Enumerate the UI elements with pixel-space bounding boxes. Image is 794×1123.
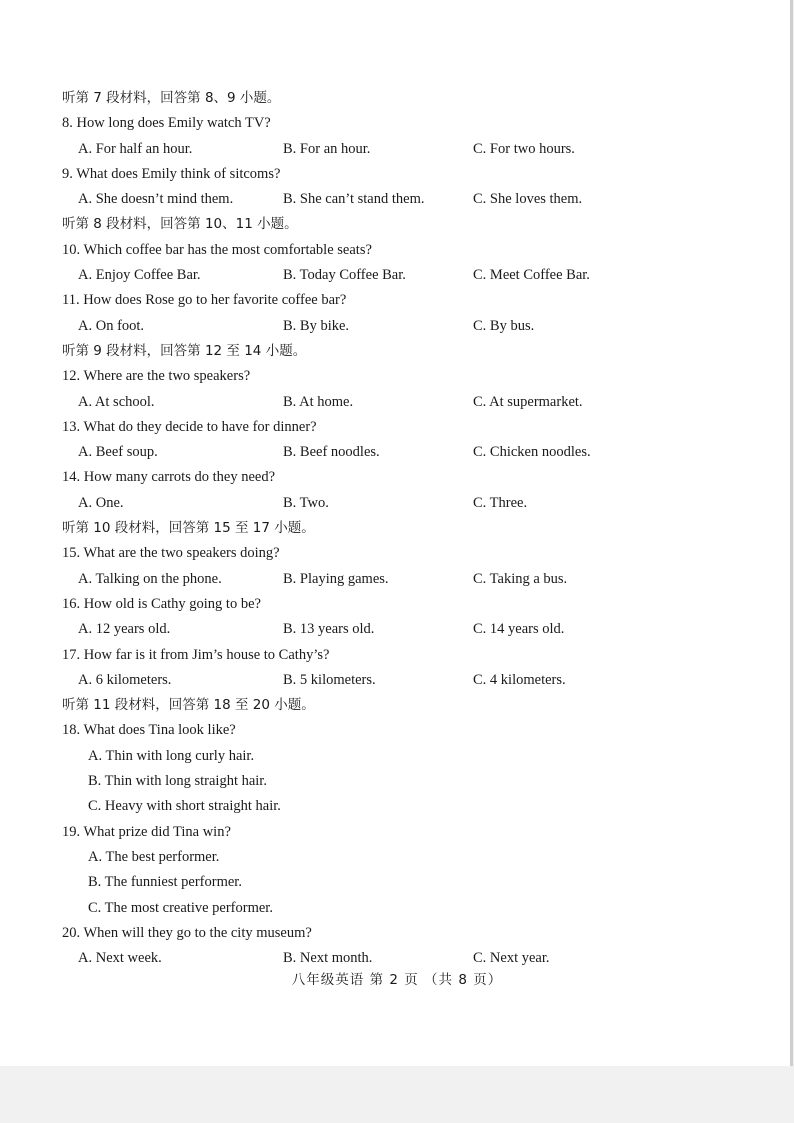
answer-option-a: A. Next week. — [78, 950, 162, 967]
answer-option-b: B. Today Coffee Bar. — [283, 267, 406, 284]
answer-option-c: C. By bus. — [473, 317, 535, 334]
question-text: 15. What are the two speakers doing? — [62, 545, 280, 562]
answer-option-b: B. Next month. — [283, 950, 373, 967]
answer-option-b: B. By bike. — [283, 317, 350, 334]
answer-option-c: C. Taking a bus. — [473, 570, 568, 587]
question-text: 19. What prize did Tina win? — [62, 823, 231, 840]
answer-option-c: C. Three. — [473, 494, 528, 511]
answer-option: B. The funniest performer. — [88, 874, 242, 891]
answer-option-c: C. At supermarket. — [473, 393, 583, 410]
answer-option-b: B. 5 kilometers. — [283, 671, 376, 688]
answer-option-b: B. For an hour. — [283, 140, 371, 157]
answer-option-c: C. Meet Coffee Bar. — [473, 267, 590, 284]
answer-option-c: C. Chicken noodles. — [473, 444, 591, 461]
answer-options-row — [62, 668, 762, 693]
answer-option-a: A. One. — [78, 494, 124, 511]
answer-option: A. The best performer. — [88, 848, 220, 865]
answer-option: B. Thin with long straight hair. — [88, 773, 267, 790]
question-text: 10. Which coffee bar has the most comfortable seats? — [62, 241, 372, 258]
answer-options-row — [62, 187, 762, 212]
answer-options-row — [62, 314, 762, 339]
answer-options-row — [62, 567, 762, 592]
listening-section — [62, 86, 762, 971]
answer-option-a: A. On foot. — [78, 317, 145, 334]
question-text: 9. What does Emily think of sitcoms? — [62, 165, 281, 182]
answer-option-b: B. At home. — [283, 393, 354, 410]
question-text: 14. How many carrots do they need? — [62, 469, 276, 486]
answer-option: C. Heavy with short straight hair. — [88, 798, 281, 815]
answer-option-c: C. 4 kilometers. — [473, 671, 566, 688]
answer-option: C. The most creative performer. — [88, 899, 273, 916]
question-text: 11. How does Rose go to her favorite coffee bar? — [62, 292, 347, 309]
question-text: 16. How old is Cathy going to be? — [62, 595, 261, 612]
question-text: 17. How far is it from Jim’s house to Cathy’s? — [62, 646, 330, 663]
page-footer: 八年级英语 第 2 页 （共 8 页） — [291, 972, 503, 988]
answer-option-a: A. 12 years old. — [78, 621, 171, 638]
answer-option-b: B. Playing games. — [283, 570, 389, 587]
answer-option-a: A. Talking on the phone. — [78, 570, 222, 587]
question-text: 8. How long does Emily watch TV? — [62, 115, 271, 132]
answer-option-c: C. Next year. — [473, 950, 550, 967]
answer-options-row — [62, 137, 762, 162]
answer-options-row — [62, 263, 762, 288]
answer-option-a: A. Beef soup. — [78, 444, 158, 461]
answer-option-b: B. Beef noodles. — [283, 444, 380, 461]
answer-option: A. Thin with long curly hair. — [88, 747, 255, 764]
answer-option-a: A. For half an hour. — [78, 140, 193, 157]
question-text: 13. What do they decide to have for dinner? — [62, 418, 317, 435]
answer-option-a: A. At school. — [78, 393, 155, 410]
section-instruction: 听第 7 段材料，回答第 8、9 小题。 — [62, 90, 281, 106]
answer-option-a: A. She doesn’t mind them. — [78, 191, 234, 208]
answer-option-a: A. 6 kilometers. — [78, 671, 172, 688]
answer-options-row — [62, 617, 762, 642]
answer-options-row — [62, 390, 762, 415]
answer-option-c: C. She loves them. — [473, 191, 583, 208]
answer-option-b: B. Two. — [283, 494, 329, 511]
answer-options-row — [62, 491, 762, 516]
question-text: 20. When will they go to the city museum? — [62, 924, 312, 941]
section-instruction: 听第 8 段材料，回答第 10、11 小题。 — [62, 216, 298, 233]
answer-option-b: B. 13 years old. — [283, 621, 375, 638]
answer-option-c: C. 14 years old. — [473, 621, 565, 638]
answer-option-b: B. She can’t stand them. — [283, 191, 425, 208]
section-instruction: 听第 9 段材料，回答第 12 至 14 小题。 — [62, 342, 307, 359]
section-instruction: 听第 11 段材料，回答第 18 至 20 小题。 — [62, 697, 315, 714]
answer-option-a: A. Enjoy Coffee Bar. — [78, 267, 201, 284]
question-text: 18. What does Tina look like? — [62, 722, 236, 739]
answer-options-row — [62, 440, 762, 465]
section-instruction: 听第 10 段材料，回答第 15 至 17 小题。 — [62, 520, 315, 537]
question-text: 12. Where are the two speakers? — [62, 368, 251, 385]
answer-option-c: C. For two hours. — [473, 140, 575, 157]
